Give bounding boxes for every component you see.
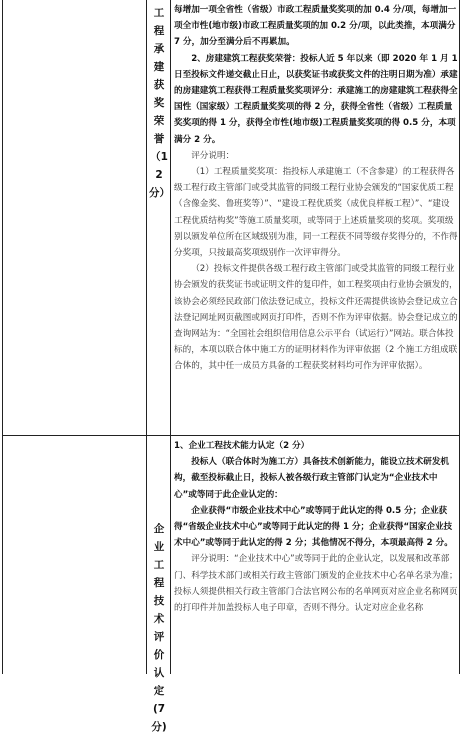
paragraph-scoring-note-1: （1）工程质量奖奖项：指投标人承建施工（不含参建）的工程获得各级工程行政主管部门或受其监管的同级工程行业协会颁发的“国家优质工程（含像金奖、鲁班奖等）”、“建设工程优质奖（成优良样板工程）”、“建设工程优质结构奖”等施工质量奖项，或等同于上述质量奖项的奖项。奖项级别以颁发单位所在区域级别为准，同一工程获不同等级存奖得分的，不作得分奖项，只按最高奖项级别作一次评审得分。 bbox=[174, 167, 458, 259]
paragraph-municipal-award-scoring: 每增加一项全省性（省级）市政工程质量奖奖项的加 0.4 分/项，每增加一项全市性(地市级)市政工程质量奖项的加 0.2 分/项，以此类推，本项满分 7 分，加分至满分后不再累加。 bbox=[174, 5, 457, 48]
paragraph-scoring-note-2: （2）投标文件提供各级工程行政主管部门或受其监管的同级工程行业协会颁发的获奖证书或证明文件的复印件，如工程奖项由行业协会颁发的，该协会必须经民政部门依法登记成立，投标文件还需提供该协会登记成立合法登记网址网页截图或网页打印件，否则不作为评审依据。协会登记成立的查询网站为：“全国社会组织信用信息公示平台（试运行）”网站。联合体投标的，本项以联合体中施工方的证明材料作为评审依据（2 个施工方组成联合体的，其中任一成员方具备的工程获奖材料均可作为评审依据）。 bbox=[174, 264, 458, 372]
paragraph-housing-award-scoring: 2、房建建筑工程获奖荣誉：投标人近 5 年以来（即 2020 年 1 月 1 日至投标文件递交截止日止，以获奖证书或获奖文件的注明日期为准）承建的房建建筑工程获得工程质量奖奖项评分：承建施工的房建建筑工程获得全国性（国家级）工程质量奖奖项的得 2 分，获得全省性（省级）工程质量奖奖项的得 1 分，获得全市性(地市级)工程质量奖奖项的得 0.5 分，本项满分 2 分。 bbox=[174, 53, 458, 145]
table-border-col-label-left bbox=[146, 0, 147, 674]
section-label-technical-evaluation: 企业工程技术评价认定(7分) bbox=[151, 523, 167, 733]
table-border-right bbox=[459, 0, 460, 674]
table-row-divider bbox=[2, 435, 460, 436]
paragraph-tech-capability-requirement: 投标人（联合体时为施工方）具备技术创新能力，能设立技术研发机构，截至投标截止日，投标人被各级行政主管部门认定为“企业技术中心”或等同于此企业认定的： bbox=[174, 457, 450, 500]
paragraph-tech-capability-heading: 1、企业工程技术能力认定（2 分） bbox=[174, 441, 310, 451]
section-content-engineering-awards bbox=[174, 2, 458, 375]
paragraph-tech-capability-notes: 评分说明：“企业技术中心”或等同于此的企业认定，以发展和改革部门、科学技术部门或相关行政主管部门颁发的企业技术中心名单名录为准；投标人须提供相关行政主管部门合法官网公布的名单网页对应企业名称网页的打印件并加盖投标人电子印章，否则不得分。认定对应企业名称 bbox=[174, 554, 458, 614]
paragraph-tech-capability-scoring: 企业获得“市级企业技术中心”或等同于此认定的得 0.5 分；企业获得“省级企业技术中心”或等同于此认定的得 1 分；企业获得“国家企业技术中心”或等同于此认定的得 2 分；其他情况不得分，本项最高得 2 分。 bbox=[174, 505, 453, 549]
table-border-col-label-right bbox=[170, 0, 171, 674]
paragraph-scoring-notes-heading: 评分说明： bbox=[191, 150, 235, 161]
table-border-left bbox=[2, 0, 3, 674]
section-label-engineering-awards: 工程承建获奖荣誉（12分） bbox=[149, 7, 170, 199]
section-content-technical-evaluation bbox=[174, 438, 458, 616]
